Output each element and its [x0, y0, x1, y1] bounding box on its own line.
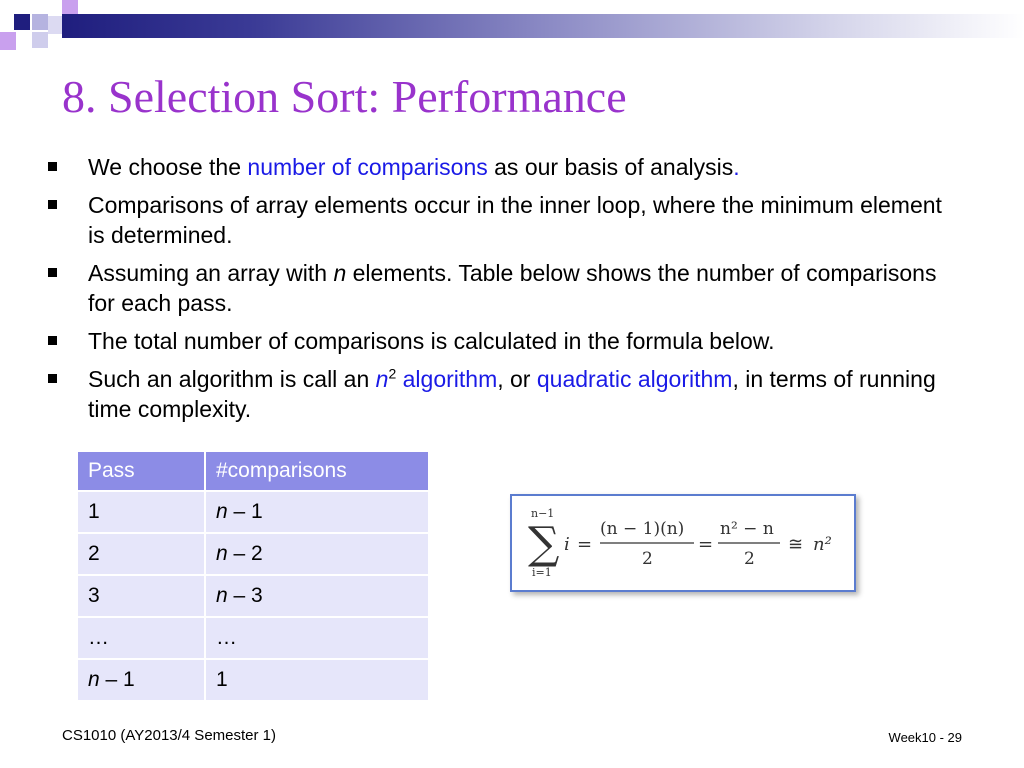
table-row — [78, 618, 428, 658]
equals-2: = — [698, 534, 714, 555]
bullet-text: Comparisons of array elements occur in the inner loop, where the minimum element is determined. — [88, 192, 942, 248]
table-cell-pass: 2 — [78, 534, 204, 574]
table-cell-comparisons: n – 3 — [206, 576, 428, 616]
bullet-list — [48, 152, 948, 432]
sum-upper-limit: n−1 — [531, 507, 555, 520]
table-cell-comparisons: … — [206, 618, 428, 658]
bullet-text: Such an algorithm is call an — [88, 366, 376, 392]
fraction-1-numerator: (n − 1)(n) — [600, 519, 685, 539]
footer-course: CS1010 (AY2013/4 Semester 1) — [62, 727, 277, 744]
header-gradient-bar — [62, 14, 1024, 38]
deco-square-navy — [14, 14, 30, 30]
bullet-text: , in terms of running time complexity. — [88, 366, 936, 422]
table-cell-pass: n – 1 — [78, 660, 204, 700]
bullet-text: The total number of comparisons is calculated in the formula below. — [88, 328, 775, 354]
table-row — [78, 492, 428, 532]
fraction-2-denominator: 2 — [744, 549, 755, 569]
bullet-text: We choose the — [88, 154, 248, 180]
table-header-comparisons: #comparisons — [206, 452, 428, 490]
bullet-item — [48, 152, 948, 182]
deco-square-lavender-2 — [32, 32, 48, 48]
bullet-text: number of comparisons — [247, 154, 488, 180]
table-row — [78, 660, 428, 700]
table-row — [78, 534, 428, 574]
table-cell-comparisons: 1 — [206, 660, 428, 700]
bullet-text: quadratic algorithm — [536, 366, 733, 392]
bullet-square-icon — [48, 374, 57, 383]
slide-title: 8. Selection Sort: Performance — [62, 71, 627, 122]
bullet-item — [48, 190, 948, 250]
bullet-square-icon — [48, 162, 57, 171]
fraction-1-denominator: 2 — [642, 549, 653, 569]
summation-formula — [512, 496, 854, 590]
footer-page-number: Week10 - 29 — [888, 730, 962, 745]
deco-square-lavender-3 — [48, 16, 62, 34]
table-cell-comparisons: n – 2 — [206, 534, 428, 574]
bullet-text: , or — [497, 366, 537, 392]
deco-square-lavender — [32, 14, 48, 30]
bullet-item — [48, 364, 948, 424]
bullet-text: as our basis of analysis — [487, 154, 734, 180]
table-row — [78, 576, 428, 616]
sigma-symbol: ∑ — [528, 518, 560, 569]
deco-square-violet-2 — [0, 32, 16, 50]
table-header-row — [78, 452, 428, 490]
formula-result: n² — [813, 534, 832, 555]
table-cell-comparisons: n – 1 — [206, 492, 428, 532]
table-header-pass: Pass — [78, 452, 204, 490]
bullet-text: algorithm — [396, 366, 498, 392]
deco-square-violet — [62, 0, 78, 14]
bullet-square-icon — [48, 268, 57, 277]
fraction-2-numerator: n² − n — [720, 519, 774, 539]
table-cell-pass: … — [78, 618, 204, 658]
bullet-text: n — [375, 366, 389, 392]
table-cell-pass: 3 — [78, 576, 204, 616]
bullet-text: elements. Table below shows the number of comparisons for each pass. — [88, 260, 937, 316]
bullet-square-icon — [48, 336, 57, 345]
bullet-text: 2 — [388, 365, 397, 382]
formula-box — [510, 494, 856, 592]
bullet-text: n — [333, 260, 347, 286]
equals-1: = — [577, 534, 593, 555]
bullet-text: . — [733, 154, 740, 180]
comparisons-table — [76, 450, 430, 702]
approx-symbol: ≅ — [788, 534, 804, 555]
bullet-item — [48, 326, 948, 356]
bullet-square-icon — [48, 200, 57, 209]
summand: i — [564, 534, 570, 555]
table-cell-pass: 1 — [78, 492, 204, 532]
bullet-item — [48, 258, 948, 318]
sum-lower-limit: i=1 — [532, 566, 552, 579]
bullet-text: Assuming an array with — [88, 260, 334, 286]
